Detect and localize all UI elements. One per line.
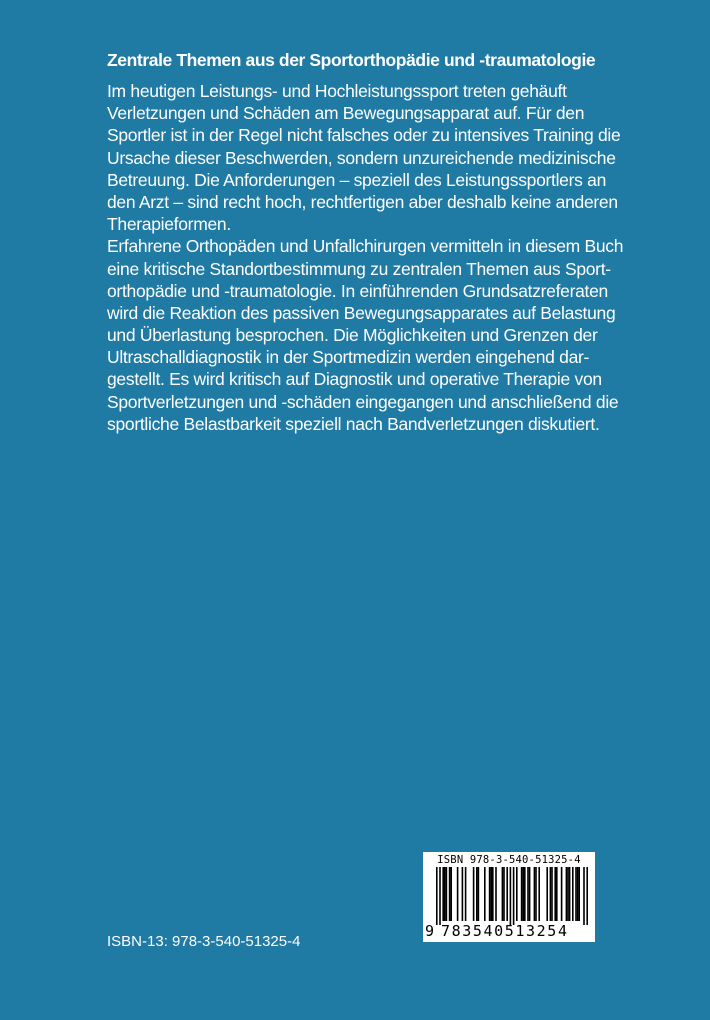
barcode-bar — [554, 867, 556, 921]
barcode-bar — [492, 867, 494, 921]
barcode-bar — [495, 867, 497, 921]
barcode-bar — [457, 867, 459, 921]
barcode-bar — [551, 867, 553, 921]
description-line: orthopädie und -traumatologie. In einführenden Grundsatzreferaten — [107, 280, 608, 301]
barcode-bar — [462, 867, 464, 921]
barcode-bar — [567, 867, 569, 921]
barcode-bar — [529, 867, 531, 921]
barcode-bar — [538, 867, 540, 921]
barcode-bar — [503, 867, 505, 921]
barcode-label — [423, 852, 595, 942]
barcode-bar — [569, 867, 571, 921]
barcode-bars — [423, 867, 595, 925]
barcode-bar — [465, 867, 467, 921]
description-text — [107, 80, 627, 435]
barcode-bar — [575, 867, 577, 921]
barcode-bar — [513, 867, 515, 925]
barcode-bar — [446, 867, 448, 921]
barcode-bar — [586, 867, 588, 925]
description-line: Im heutigen Leistungs- und Hochleistungssport treten gehäuft — [107, 81, 567, 101]
description-line: und Überlastung besprochen. Die Möglichkeiten und Grenzen der — [107, 325, 598, 346]
barcode-bar — [489, 867, 491, 921]
barcode-bar — [566, 867, 568, 921]
barcode-bar — [521, 867, 523, 921]
description-line: Betreuung. Die Anforderungen – speziell des Leistungssportlers an — [107, 169, 607, 190]
barcode-bar — [524, 867, 526, 921]
isbn-13-label: ISBN-13: 978-3-540-51325-4 — [107, 933, 301, 950]
barcode-bar — [577, 867, 579, 921]
barcode-isbn-text: ISBN 978-3-540-51325-4 — [437, 854, 581, 866]
description-line: Therapieformen. — [107, 214, 231, 235]
barcode-bar — [436, 867, 438, 925]
description-line: eine kritische Standortbestimmung zu zentralen Themen aus Sport- — [107, 258, 611, 279]
barcode-bar — [572, 867, 574, 921]
description-line: sportliche Belastbarkeit speziell nach Bandverletzungen diskutiert. — [107, 413, 600, 434]
description-line: Ultraschalldiagnostik in der Sportmedizin werden eingehend dar- — [107, 347, 590, 368]
barcode-bar — [439, 867, 441, 925]
barcode-bar — [527, 867, 529, 921]
barcode-bar — [484, 867, 486, 921]
barcode-bar — [510, 867, 512, 925]
barcode-bar — [535, 867, 537, 921]
barcode-bar — [449, 867, 451, 921]
barcode-bar — [506, 867, 508, 921]
description-line: Sportler ist in der Regel nicht falsches oder zu intensives Training die — [107, 125, 621, 146]
barcode-bar — [583, 867, 585, 925]
barcode-bar — [473, 867, 475, 921]
barcode-bar — [478, 867, 480, 921]
barcode-bar — [546, 867, 548, 921]
barcode-first-digit: 9 — [425, 922, 435, 940]
barcode-bar — [476, 867, 478, 921]
description-line: wird die Reaktion des passiven Bewegungsapparates auf Belastung — [107, 302, 616, 323]
book-subtitle-heading: Zentrale Themen aus der Sportorthopädie und -traumatologie — [107, 50, 596, 70]
description-line: Sportverletzungen und -schäden eingegangen und anschließend die — [107, 391, 619, 412]
barcode-bar — [556, 867, 558, 921]
description-line: Verletzungen und Schäden am Bewegungsapparat auf. Für den — [107, 103, 585, 124]
barcode-bar — [578, 867, 580, 921]
barcode-bar — [534, 867, 536, 921]
description-line: Erfahrene Orthopäden und Unfallchirurgen vermitteln in diesem Buch — [107, 236, 624, 257]
barcode-digits: 783540513254 — [441, 922, 569, 940]
description-line: den Arzt – sind recht hoch, rechtfertigen aber deshalb keine anderen — [107, 191, 618, 212]
barcode-bar — [516, 867, 518, 921]
barcode-bar — [444, 867, 446, 921]
barcode-bar — [561, 867, 563, 921]
barcode-bar — [502, 867, 504, 921]
description-line: gestellt. Es wird kritisch auf Diagnostik und operative Therapie von — [107, 369, 602, 390]
barcode-bar — [522, 867, 524, 921]
barcode-bar — [450, 867, 452, 921]
barcode-bar — [550, 867, 552, 921]
barcode-bar — [490, 867, 492, 921]
description-line: Ursache dieser Beschwerden, sondern unzureichende medizinische — [107, 147, 616, 168]
barcode-bar — [442, 867, 444, 921]
